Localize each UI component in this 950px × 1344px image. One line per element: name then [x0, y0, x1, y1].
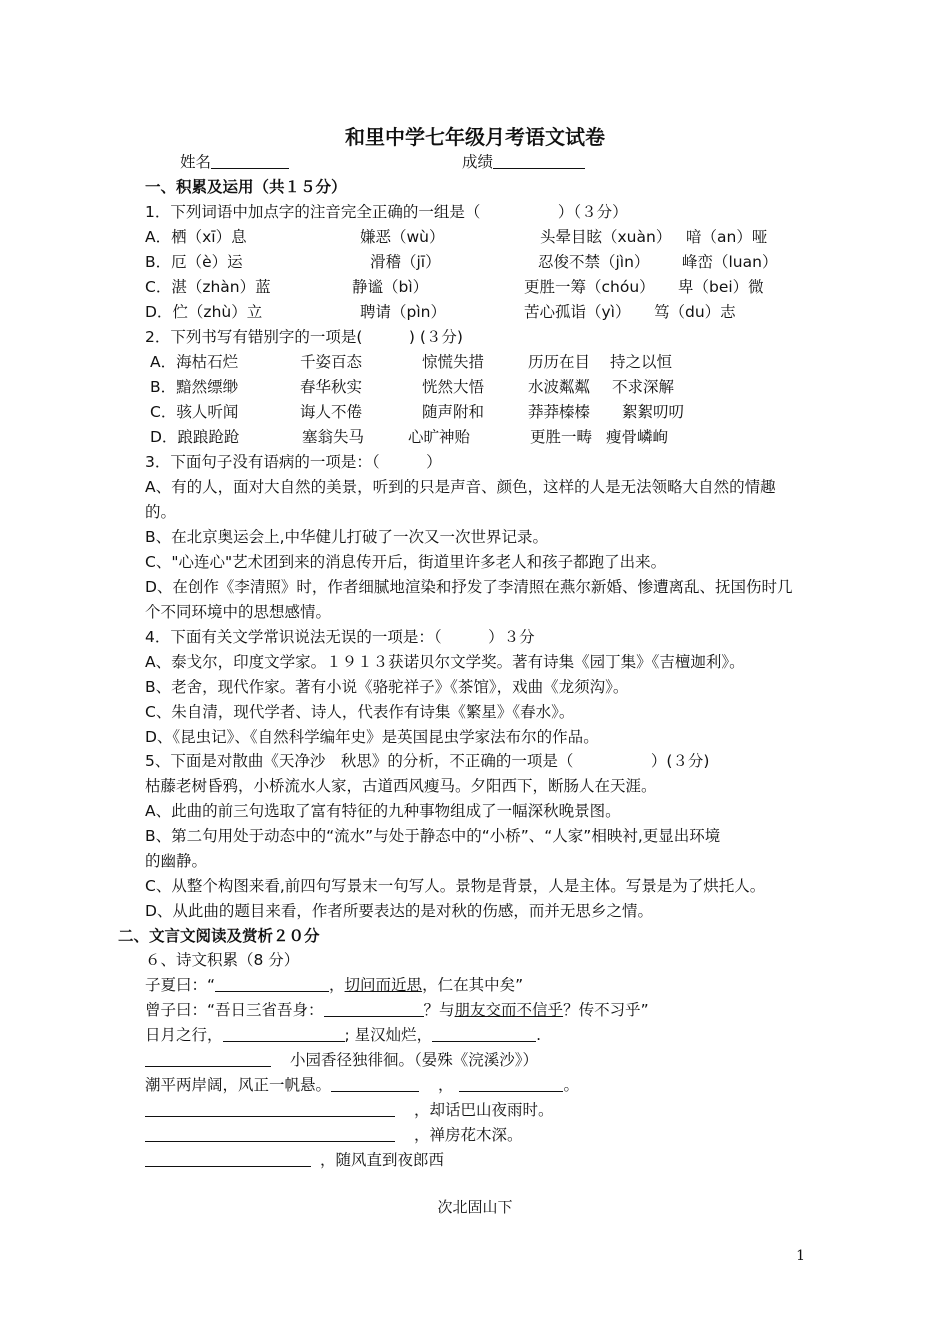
q3-stem: 3．下面句子没有语病的一项是：（ ） [145, 453, 442, 471]
answer-blank[interactable] [223, 1025, 345, 1042]
q1-option-cell: 静谧（bì） [352, 278, 429, 296]
q2-option-cell: 塞翁失马 [302, 428, 365, 446]
score-label: 成绩 [462, 153, 494, 171]
q1-option-cell: 头晕目眩（xuàn） [540, 228, 672, 246]
q6-line-7-text: ，禅房花木深。 [413, 1126, 523, 1144]
q6-line-8 [145, 1150, 444, 1170]
answer-blank[interactable] [324, 1000, 424, 1017]
name-field [180, 152, 289, 172]
answer-blank[interactable] [331, 1075, 419, 1092]
answer-blank[interactable] [459, 1075, 563, 1092]
q3-option-b: B、在北京奥运会上,中华健儿打破了一次又一次世界记录。 [145, 528, 549, 546]
q2-option-cell: 瘦骨嶙峋 [606, 428, 669, 446]
q3-option-d-cont: 个不同环境中的思想感情。 [145, 603, 332, 621]
q3-option-a-cont: 的。 [145, 503, 177, 521]
q1-option-cell: 嫌恶（wù） [360, 228, 445, 246]
q2-option-cell: 莽莽榛榛 [528, 403, 591, 421]
q5-poem: 枯藤老树昏鸦，小桥流水人家，古道西风瘦马。夕阳西下，断肠人在天涯。 [145, 777, 657, 795]
q2-option-cell: 随声附和 [422, 403, 485, 421]
q6-line-2-prefix: 曾子曰：“吾日三省吾身： [145, 1001, 324, 1019]
exam-title: 和里中学七年级月考语文试卷 [345, 125, 605, 149]
q6-line-1-underlined: 切问而近思 [344, 976, 423, 994]
answer-blank[interactable] [145, 1100, 395, 1117]
q6-line-5-suffix: 。 [563, 1076, 579, 1094]
q1-option-cell: 滑稽（jī） [370, 253, 441, 271]
q6-line-2-mid: ？与 [423, 1001, 455, 1019]
q6-line-2-suffix: ？传不习乎” [563, 1001, 649, 1019]
q1-option-cell: 喑（an）哑 [686, 228, 768, 246]
q5-stem: 5、下面是对散曲《天净沙 秋思》的分析，不正确的一项是（ ）(３分) [145, 752, 710, 770]
q2-option-cell: 水波粼粼 [528, 378, 591, 396]
q2-option-cell: 絮絮叨叨 [622, 403, 685, 421]
q2-option-cell: 惊慌失措 [422, 353, 485, 371]
q6-line-8-text: ，随风直到夜郎西 [319, 1151, 444, 1169]
q2-option-cell: 诲人不倦 [300, 403, 363, 421]
q1-option-cell: B．厄（è）运 [145, 253, 243, 271]
q1-option-cell: A．栖（xī）息 [145, 228, 247, 246]
q6-line-3-mid: ; 星汉灿烂， [344, 1026, 433, 1044]
q2-option-cell: 心旷神贻 [408, 428, 471, 446]
q6-line-3 [145, 1025, 541, 1045]
q3-option-c: C、"心连心"艺术团到来的消息传开后，街道里许多老人和孩子都跑了出来。 [145, 553, 667, 571]
q2-option-cell: 持之以恒 [610, 353, 673, 371]
page-number: 1 [796, 1248, 805, 1264]
q1-option-cell: 笃（du）志 [654, 303, 736, 321]
q4-option-c: C、朱自清，现代学者、诗人，代表作有诗集《繁星》《春水》。 [145, 703, 575, 721]
q2-option-cell: A．海枯石烂 [150, 353, 239, 371]
score-blank[interactable] [493, 152, 585, 169]
q6-line-7 [145, 1125, 522, 1145]
q4-option-b: B、老舍，现代作家。著有小说《骆驼祥子》《茶馆》，戏曲《龙须沟》。 [145, 678, 629, 696]
q2-option-cell: 春华秋实 [300, 378, 363, 396]
q2-option-cell: 更胜一畴 [530, 428, 593, 446]
q6-line-3-suffix: . [536, 1026, 542, 1044]
q2-option-cell: C．骇人听闻 [150, 403, 239, 421]
q6-line-1-suffix: ，仁在其中矣” [422, 976, 524, 994]
q1-option-cell: 卑（bei）微 [678, 278, 764, 296]
q2-option-cell: 历历在目 [528, 353, 591, 371]
q1-option-cell: 忍俊不禁（jìn） [538, 253, 650, 271]
q6-line-6-text: ，却话巴山夜雨时。 [413, 1101, 554, 1119]
q6-line-3-prefix: 日月之行， [145, 1026, 223, 1044]
answer-blank[interactable] [145, 1125, 395, 1142]
answer-blank[interactable] [432, 1025, 536, 1042]
footer-text: 次北固山下 [437, 1198, 513, 1216]
answer-blank[interactable] [145, 1050, 271, 1067]
q4-stem: 4．下面有关文学常识说法无误的一项是：（ ）３分 [145, 628, 535, 646]
q6-line-5-comma: ， [437, 1076, 454, 1094]
q1-option-cell: 更胜一筹（chóu） [524, 278, 655, 296]
q5-option-b: B、第二句用处于动态中的“流水”与处于静态中的“小桥”、“人家”相映衬,更显出环境 [145, 827, 721, 845]
q3-option-d: D、在创作《李清照》时，作者细腻地渲染和抒发了李清照在燕尔新婚、惨遭离乱、抚国伤时几 [145, 578, 793, 596]
q1-option-cell: 聘请（pìn） [360, 303, 446, 321]
q1-option-cell: C．湛（zhàn）蓝 [145, 278, 271, 296]
q6-line-1-prefix: 子夏曰：“ [145, 976, 216, 994]
q4-option-d: D、《昆虫记》、《自然科学编年史》是英国昆虫学家法布尔的作品。 [145, 728, 599, 746]
section2-heading: 二、文言文阅读及赏析２０分 [118, 927, 320, 945]
q2-option-cell: D．踉踉跄跄 [150, 428, 240, 446]
q2-option-cell: B．黯然缥缈 [150, 378, 239, 396]
q1-option-cell: D．伫（zhù）立 [145, 303, 263, 321]
name-blank[interactable] [211, 152, 289, 169]
q5-option-d: D、从此曲的题目来看，作者所要表达的是对秋的伤感，而并无思乡之情。 [145, 902, 653, 920]
q6-line-2-underlined: 朋友交而不信乎 [454, 1001, 564, 1019]
q6-line-1 [145, 975, 523, 995]
answer-blank[interactable] [215, 975, 329, 992]
q1-option-cell: 峰峦（luan） [682, 253, 778, 271]
q4-option-a: A、泰戈尔，印度文学家。１９１３获诺贝尔文学奖。著有诗集《园丁集》《吉檀迦利》。 [145, 653, 745, 671]
q6-line-4-text: 小园香径独徘徊。（晏殊《浣溪沙》） [289, 1051, 538, 1069]
section1-heading: 一、积累及运用（共１５分） [145, 178, 347, 196]
score-field [462, 152, 585, 172]
q6-stem: ６、诗文积累（8 分） [145, 951, 300, 969]
q2-option-cell: 恍然大悟 [422, 378, 485, 396]
q5-option-c: C、从整个构图来看,前四句写景末一句写人。景物是背景，人是主体。写景是为了烘托人。 [145, 877, 766, 895]
q5-option-b-cont: 的幽静。 [145, 852, 208, 870]
name-label: 姓名 [180, 153, 212, 171]
q1-stem: 1．下列词语中加点字的注音完全正确的一组是（ ）（３分） [145, 203, 628, 221]
answer-blank[interactable] [145, 1150, 311, 1167]
q6-line-6 [145, 1100, 553, 1120]
q6-line-2 [145, 1000, 649, 1020]
q6-line-5 [145, 1075, 579, 1095]
q3-option-a: A、有的人，面对大自然的美景，听到的只是声音、颜色，这样的人是无法领略大自然的情趣 [145, 478, 776, 496]
q6-line-1-comma: ， [329, 976, 345, 994]
q2-option-cell: 不求深解 [612, 378, 675, 396]
q5-option-a: A、此曲的前三句选取了富有特征的九种事物组成了一幅深秋晚景图。 [145, 802, 621, 820]
q6-line-5-prefix: 潮平两岸阔，风正一帆悬。 [145, 1076, 332, 1094]
q1-option-cell: 苦心孤诣（yì） [524, 303, 631, 321]
q2-option-cell: 千姿百态 [300, 353, 363, 371]
q6-line-4 [145, 1050, 538, 1070]
q2-stem: 2．下列书写有错别字的一项是( ) (３分) [145, 328, 463, 346]
